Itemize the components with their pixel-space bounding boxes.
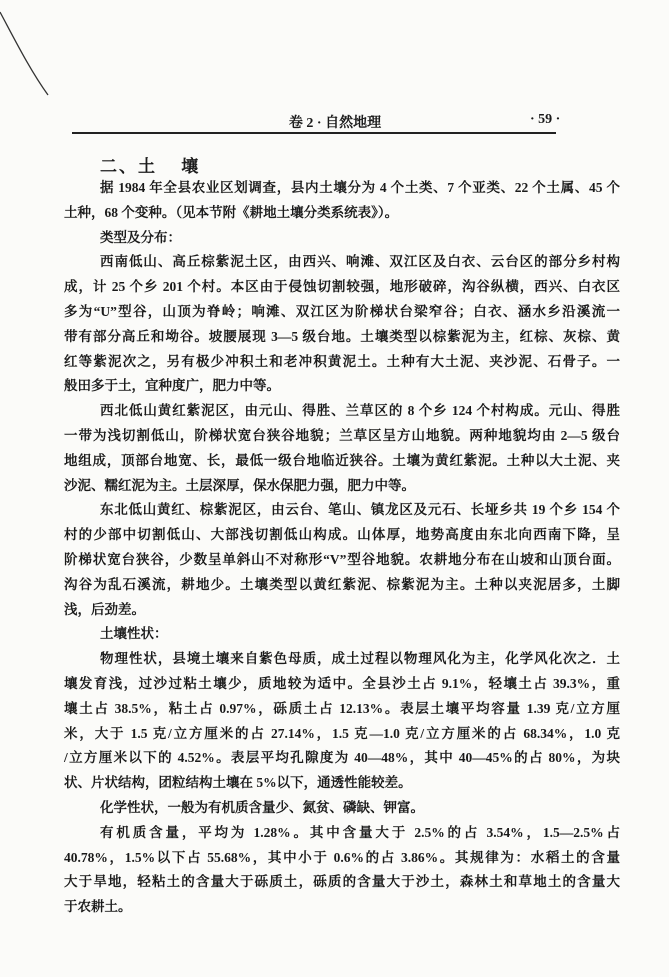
text-line: 多为“U”型谷，山顶为脊岭；响滩、双江区为阶梯状台梁窄谷；白衣、涵水乡沿溪流一: [64, 303, 620, 319]
paragraph: [64, 250, 620, 399]
text-line: /立方厘米以下的 4.52%。表层平均孔隙度为 40—48%，其中 40—45%的占 80%，为块: [64, 750, 620, 766]
text-line: 带有部分高丘和坳谷。坡腰展现 3—5 级台地。土壤类型以棕紫泥为主，红棕、灰棕、黄: [64, 328, 620, 344]
paragraph: [64, 226, 620, 251]
text-line: 成，计 25 个乡 201 个村。本区由于侵蚀切割较强，地形破碎，沟谷纵横，西兴、白衣区: [64, 279, 620, 295]
text-line: 状、片状结构，团粒结构土壤在 5%以下，通透性能较差。: [64, 775, 412, 791]
text-line: 据 1984 年全县农业区划调查，县内土壤分为 4 个土类、7 个亚类、22 个土属、45 个: [100, 180, 620, 195]
text-line: 大于旱地，轻粘土的含量大于砾质土，砾质的含量大于沙土，森林土和草地土的含量大: [64, 874, 620, 890]
body-text: [64, 176, 620, 920]
text-line: 阶梯状宽台狭谷，少数呈单斜山不对称形“V”型谷地貌。农耕地分布在山坡和山顶台面。: [64, 551, 620, 567]
text-line: 沙泥、糯红泥为主。土层深厚，保水保肥力强，肥力中等。: [64, 477, 415, 493]
text-line: 东北低山黄红、棕紫泥区，由云台、笔山、镇龙区及元石、长垭乡共 19 个乡 154 个: [100, 502, 620, 518]
text-line: 有机质含量，平均为 1.28%。其中含量大于 2.5%的占 3.54%，1.5—2.5%占: [100, 824, 620, 840]
text-line: 壤土占 38.5%，粘土占 0.97%，砾质土占 12.13%。表层土壤平均容量 1.39 克/立方厘: [64, 700, 620, 716]
section-heading: 二、土 壤: [100, 157, 201, 176]
text-line: 化学性状，一般为有机质含量少、氮贫、磷缺、钾富。: [100, 799, 424, 815]
text-line: 浅，后劲差。: [64, 601, 145, 617]
paragraph: [64, 498, 620, 622]
text-line: 西南低山、高丘棕紫泥土区，由西兴、响滩、双江区及白衣、云台区的部分乡村构: [100, 254, 620, 270]
text-line: 红等紫泥次之，另有极少冲积土和老冲积黄泥土。土种有大土泥、夹沙泥、石骨子。一: [64, 353, 620, 369]
text-line: 沟谷为乱石溪流，耕地少。土壤类型以黄红紫泥、棕紫泥为主。土种以夹泥居多，土脚: [64, 576, 620, 592]
text-line: 类型及分布：: [100, 229, 181, 245]
paragraph: [64, 796, 620, 821]
text-line: 于农耕土。: [64, 899, 132, 915]
text-line: 壤发育浅，过沙过粘土壤少，质地较为适中。全县沙土占 9.1%，轻壤土占 39.3%，重: [64, 675, 620, 691]
text-line: 一带为浅切割低山，阶梯状宽台狭谷地貌；兰草区呈方山地貌。两种地貌均由 2—5 级台: [64, 427, 620, 443]
paragraph: [64, 622, 620, 647]
text-line: 土壤性状：: [100, 626, 168, 642]
text-line: 物理性状，县境土壤来自紫色母质，成土过程以物理风化为主，化学风化次之．土: [100, 651, 620, 667]
scan-artifact-line: [0, 0, 80, 110]
page-number: · 59 ·: [530, 112, 561, 127]
running-header-title: 卷 2 · 自然地理: [288, 116, 382, 131]
paragraph: [64, 176, 620, 226]
text-line: 地组成，顶部台地宽、长，最低一级台地临近狭谷。土壤为黄红紫泥。土种以大土泥、夹: [64, 452, 620, 468]
text-line: 土种，68 个变种。（见本节附《耕地土壤分类系统表》）。: [64, 204, 399, 220]
paragraph: [64, 821, 620, 920]
text-line: 西北低山黄红紫泥区，由元山、得胜、兰草区的 8 个乡 124 个村构成。元山、得胜: [100, 403, 620, 419]
text-line: 村的少部中切割低山、大部浅切割低山构成。山体厚，地势高度由东北向西南下降，呈: [64, 527, 620, 543]
text-line: 40.78%，1.5%以下占 55.68%，其中小于 0.6%的占 3.86%。其规律为：水稻土的含量: [64, 849, 620, 865]
paragraph: [64, 399, 620, 498]
header-rule: [72, 132, 556, 134]
text-line: 般田多于土，宜种度广，肥力中等。: [64, 378, 280, 394]
text-line: 米，大于 1.5 克/立方厘米的占 27.14%，1.5 克—1.0 克/立方厘米的占 68.34%，1.0 克: [64, 725, 620, 741]
paragraph: [64, 647, 620, 796]
